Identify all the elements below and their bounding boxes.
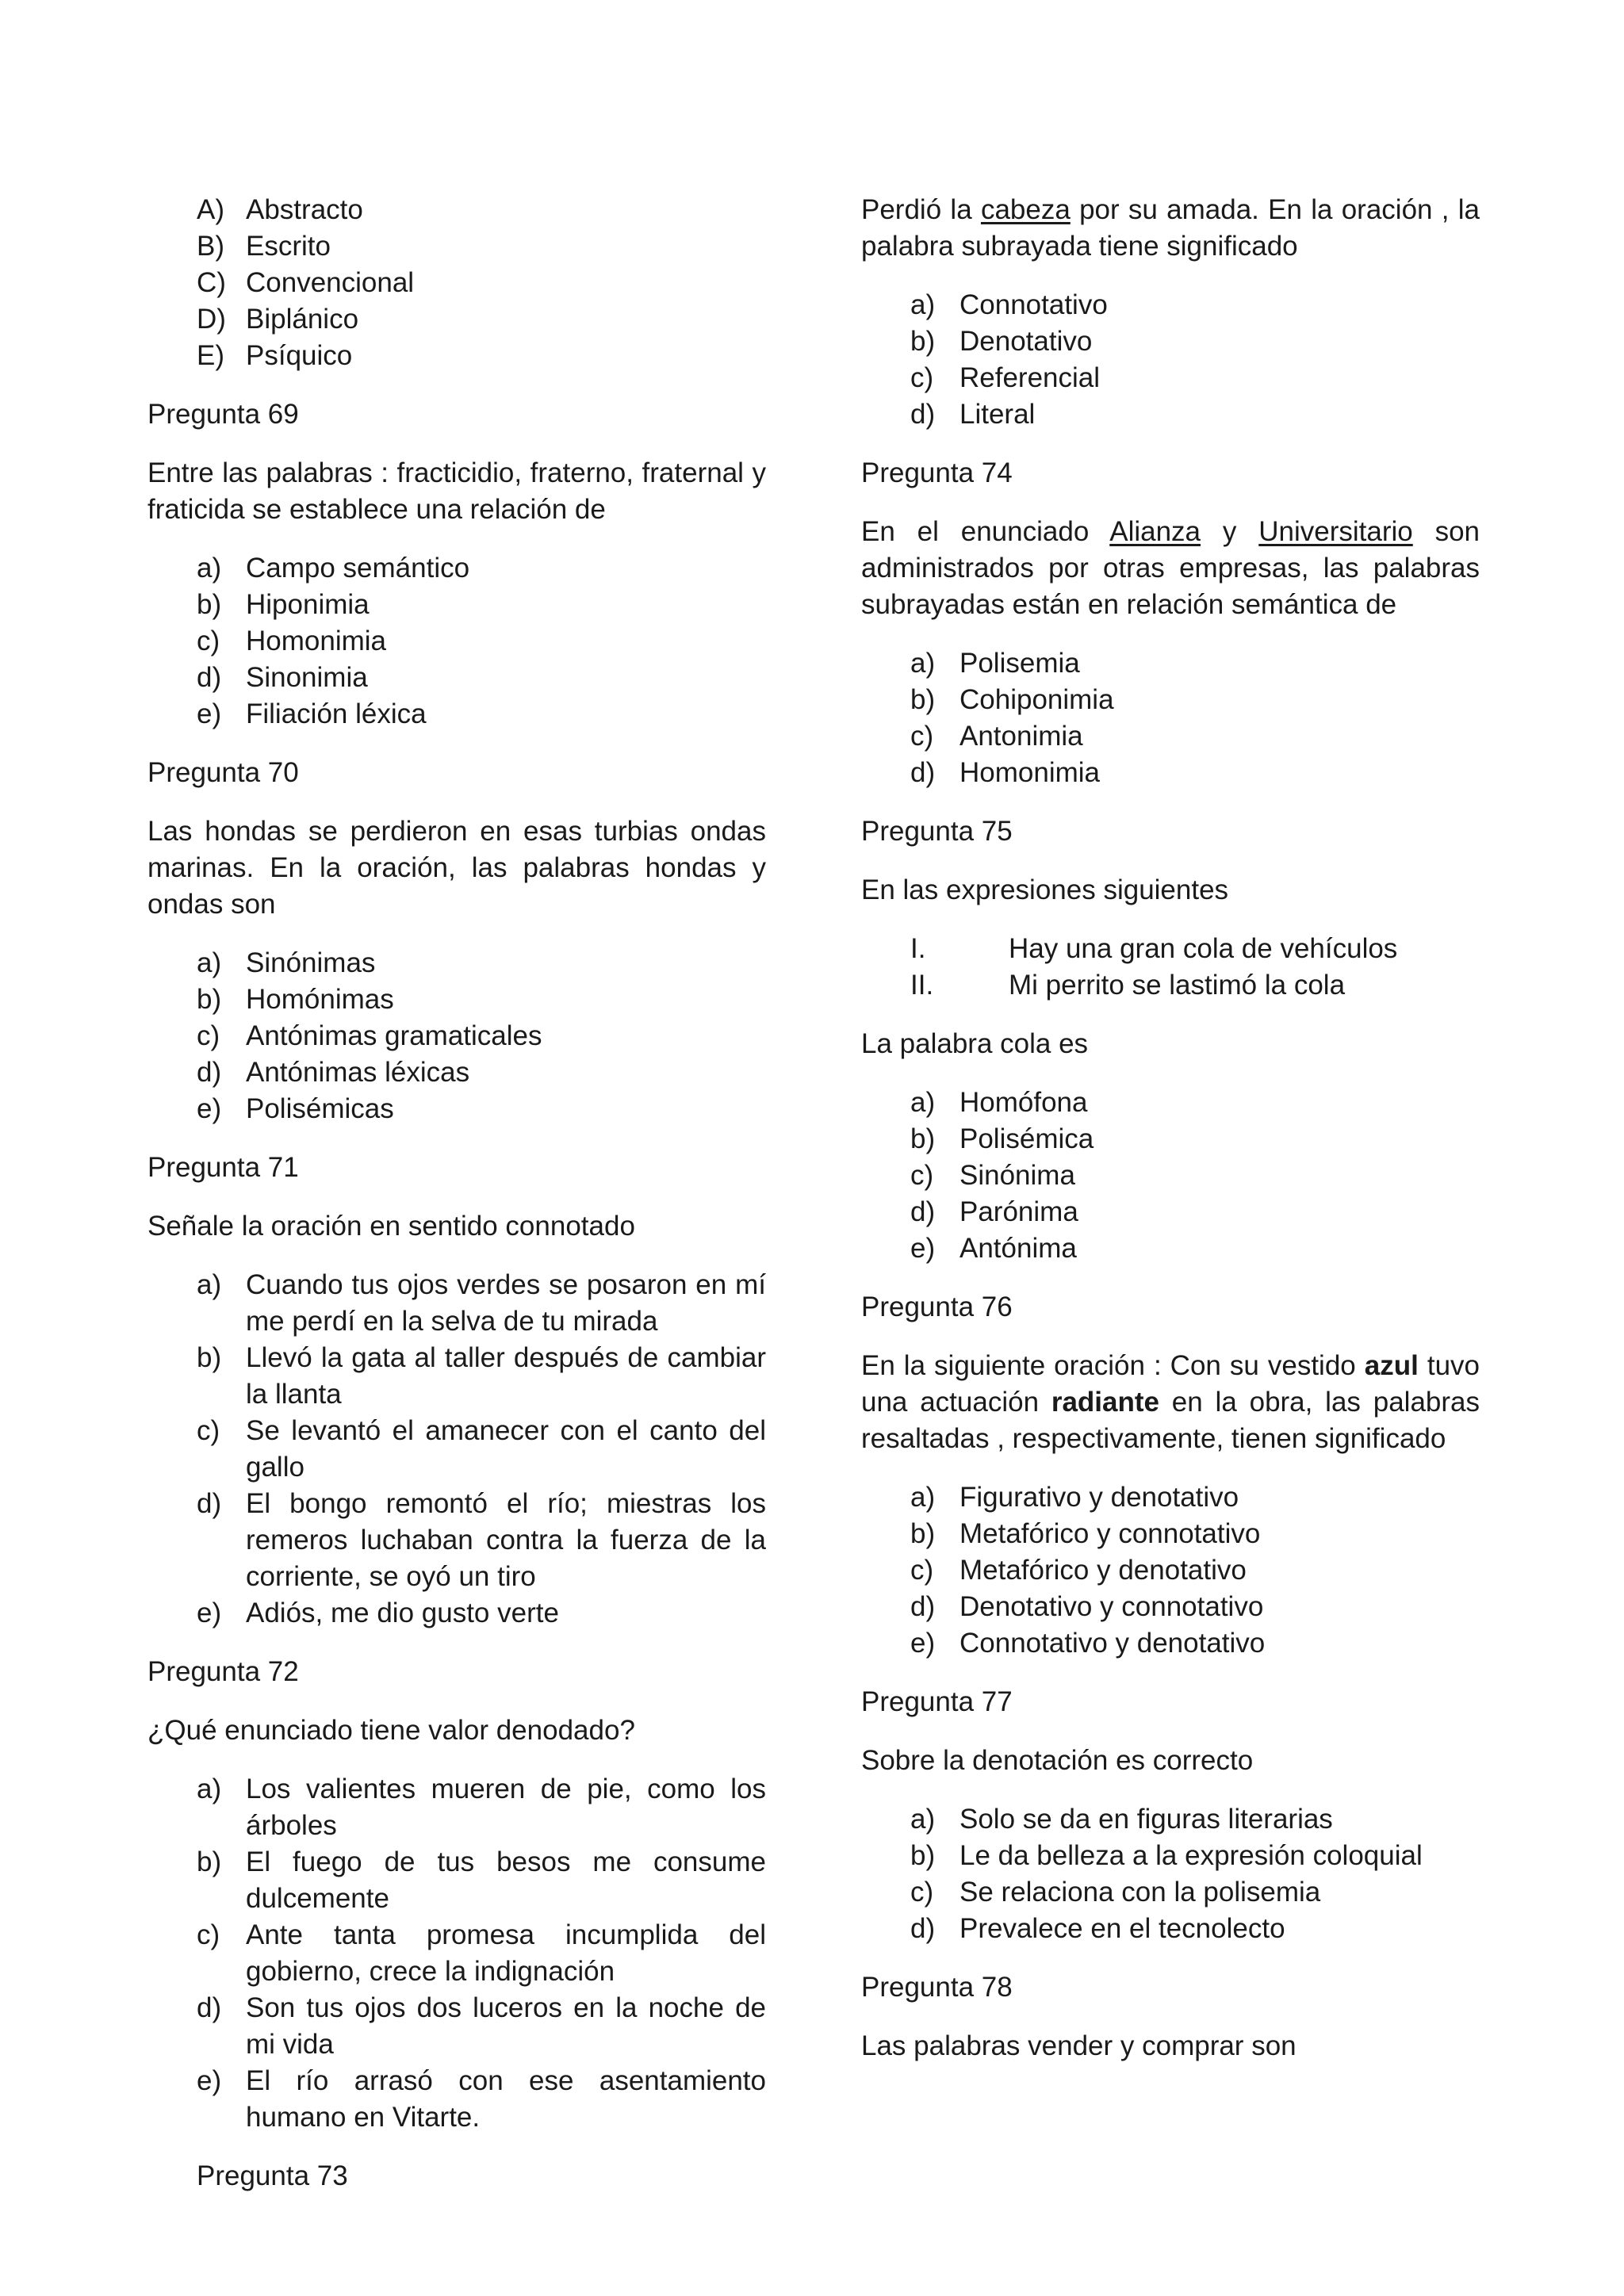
option-item: a) Cuando tus ojos verdes se posaron en mí me perdí en la selva de tu mirada: [197, 1269, 766, 1337]
option-item: c) Ante tanta promesa incumplida del gobierno, crece la indignación: [197, 1919, 766, 1987]
question-text: En el enunciado Alianza y Universitario son administrados por otras empresas, las palabras subrayadas están en relación semántica de: [861, 516, 1480, 620]
option-item: A) Abstracto: [197, 194, 363, 225]
question-title: Pregunta 75: [861, 816, 1013, 847]
expression-item: I. Hay una gran cola de vehículos: [910, 933, 1398, 964]
q74-options: [861, 645, 1480, 791]
option-item: e) Polisémicas: [197, 1093, 394, 1124]
question-text: En la siguiente oración : Con su vestido azul tuvo una actuación radiante en la obra, las palabras resaltadas , respectivamente, tienen significado: [861, 1350, 1480, 1454]
q75-expressions: [861, 931, 1480, 1004]
option-item: b) El fuego de tus besos me consume dulcemente: [197, 1846, 766, 1914]
question-text: ¿Qué enunciado tiene valor denodado?: [147, 1715, 635, 1746]
option-item: d) Parónima: [910, 1196, 1078, 1227]
option-item: a) Solo se da en figuras literarias: [910, 1804, 1333, 1835]
question-title: Pregunta 78: [861, 1972, 1013, 2003]
option-item: C) Convencional: [197, 267, 415, 298]
question-text: Las palabras vender y comprar son: [861, 2030, 1297, 2061]
option-item: b) Le da belleza a la expresión coloquial: [910, 1840, 1423, 1871]
question-title: Pregunta 73: [197, 2160, 348, 2191]
option-item: e) El río arrasó con ese asentamiento humano en Vitarte.: [197, 2065, 766, 2133]
option-item: a) Connotativo: [910, 289, 1108, 320]
option-item: b) Cohiponimia: [910, 684, 1114, 715]
option-item: c) Sinónima: [910, 1160, 1075, 1191]
option-item: d) Antónimas léxicas: [197, 1057, 470, 1088]
option-item: d) Son tus ojos dos luceros en la noche de mi vida: [197, 1992, 766, 2060]
question-title: Pregunta 69: [147, 399, 299, 430]
underlined-word: Universitario: [1258, 516, 1413, 547]
left-column: [147, 192, 766, 2217]
option-item: d) Sinonimia: [197, 662, 368, 693]
bold-word: radiante: [1051, 1387, 1159, 1418]
question-title: Pregunta 77: [861, 1686, 1013, 1717]
option-item: d) Prevalece en el tecnolecto: [910, 1913, 1285, 1944]
option-item: a) Figurativo y denotativo: [910, 1482, 1239, 1513]
q72-options: [147, 1771, 766, 2136]
option-item: b) Llevó la gata al taller después de cambiar la llanta: [197, 1342, 766, 1410]
option-item: b) Denotativo: [910, 326, 1093, 357]
question-text: Señale la oración en sentido connotado: [147, 1211, 635, 1242]
question-title: Pregunta 70: [147, 757, 299, 788]
question-text: La palabra cola es: [861, 1028, 1089, 1059]
bold-word: azul: [1364, 1350, 1419, 1381]
option-item: b) Polisémica: [910, 1123, 1094, 1154]
option-item: b) Metafórico y connotativo: [910, 1518, 1261, 1549]
q77-options: [861, 1801, 1480, 1947]
underlined-word: cabeza: [980, 194, 1071, 225]
question-text: En las expresiones siguientes: [861, 874, 1229, 905]
option-item: b) Hiponimia: [197, 589, 370, 620]
q70-options: [147, 945, 766, 1127]
option-item: c) Se relaciona con la polisemia: [910, 1877, 1321, 1908]
expression-item: II. Mi perrito se lastimó la cola: [910, 970, 1346, 1001]
q68-options: [147, 192, 766, 374]
option-item: e) Antónima: [910, 1233, 1077, 1264]
option-item: e) Adiós, me dio gusto verte: [197, 1598, 559, 1628]
q73-options: [861, 287, 1480, 433]
option-item: c) Metafórico y denotativo: [910, 1555, 1247, 1586]
option-item: a) Homófona: [910, 1087, 1088, 1118]
option-item: e) Connotativo y denotativo: [910, 1628, 1266, 1659]
q76-options: [861, 1479, 1480, 1662]
option-item: a) Sinónimas: [197, 947, 376, 978]
question-text: Perdió la cabeza por su amada. En la oración , la palabra subrayada tiene significado: [861, 194, 1480, 262]
option-item: d) Denotativo y connotativo: [910, 1591, 1264, 1622]
underlined-word: Alianza: [1109, 516, 1201, 547]
q71-options: [147, 1267, 766, 1632]
option-item: e) Filiación léxica: [197, 698, 427, 729]
option-item: D) Biplánico: [197, 304, 359, 335]
option-item: c) Referencial: [910, 362, 1101, 393]
option-item: a) Campo semántico: [197, 553, 470, 584]
option-item: c) Se levantó el amanecer con el canto del gallo: [197, 1415, 766, 1483]
option-item: B) Escrito: [197, 231, 331, 262]
question-title: Pregunta 74: [861, 457, 1013, 488]
option-item: a) Polisemia: [910, 648, 1080, 679]
question-title: Pregunta 71: [147, 1152, 299, 1183]
option-item: b) Homónimas: [197, 984, 394, 1015]
option-item: c) Antónimas gramaticales: [197, 1020, 542, 1051]
right-column: [861, 192, 1480, 2087]
question-text: Sobre la denotación es correcto: [861, 1745, 1254, 1776]
q75-options: [861, 1085, 1480, 1267]
question-title: Pregunta 72: [147, 1656, 299, 1687]
option-item: c) Antonimia: [910, 721, 1083, 752]
option-item: a) Los valientes mueren de pie, como los árboles: [197, 1774, 766, 1841]
question-text: Entre las palabras : fracticidio, fraterno, fraternal y fraticida se establece una relación de: [147, 457, 766, 525]
option-item: d) Homonimia: [910, 757, 1100, 788]
question-text: Las hondas se perdieron en esas turbias ondas marinas. En la oración, las palabras hondas y ondas son: [147, 816, 766, 920]
question-title: Pregunta 76: [861, 1292, 1013, 1322]
q69-options: [147, 550, 766, 733]
option-item: d) Literal: [910, 399, 1036, 430]
option-item: E) Psíquico: [197, 340, 353, 371]
option-item: d) El bongo remontó el río; miestras los remeros luchaban contra la fuerza de la corriente, se oyó un tiro: [197, 1488, 766, 1592]
option-item: c) Homonimia: [197, 626, 386, 656]
